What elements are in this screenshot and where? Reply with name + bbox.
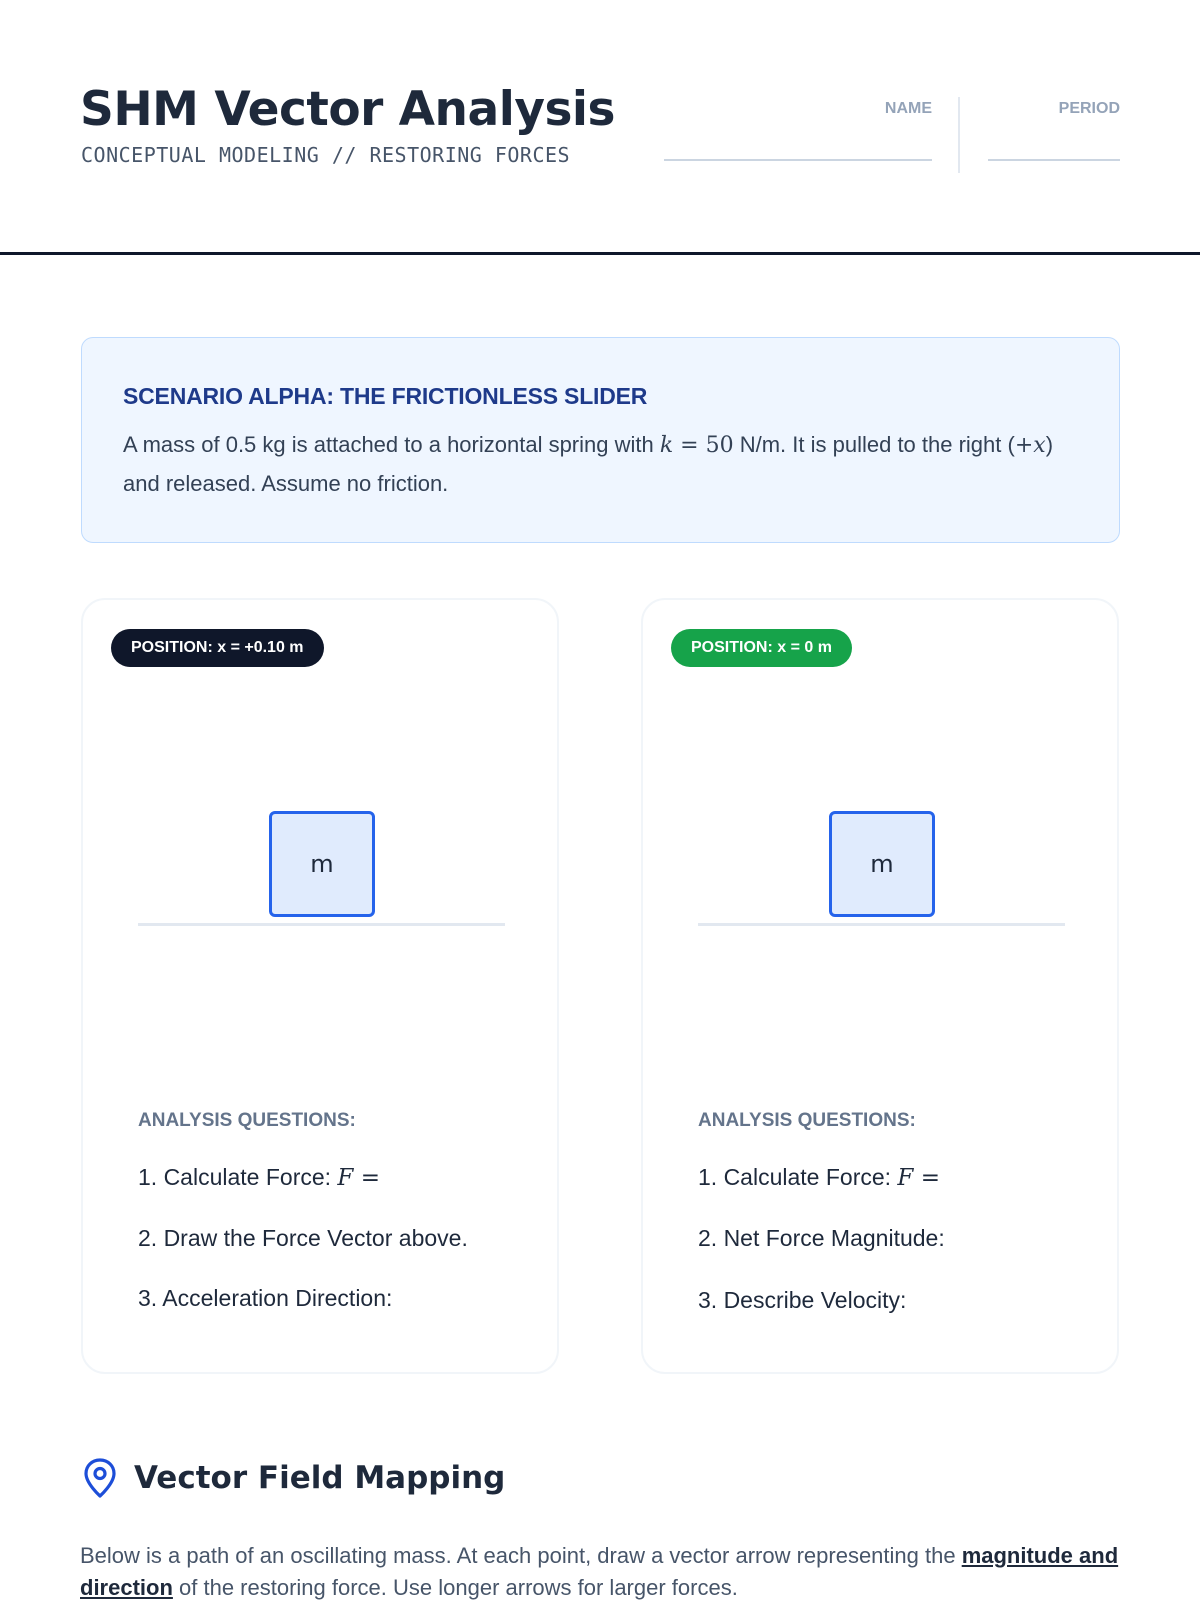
section-text-part: of the restoring force. Use longer arrows for larger forces. xyxy=(172,1575,738,1600)
question-3: 3. Acceleration Direction: xyxy=(138,1285,393,1311)
location-pin-icon xyxy=(80,1456,120,1500)
questions-heading: ANALYSIS QUESTIONS: xyxy=(698,1110,916,1131)
page-title: SHM Vector Analysis xyxy=(80,82,616,137)
scenario-description xyxy=(123,426,1083,503)
name-label: NAME xyxy=(884,100,932,117)
question-2: 2. Net Force Magnitude: xyxy=(698,1225,945,1251)
position-badge: POSITION: x = +0.10 m xyxy=(111,629,324,667)
scenario-title: SCENARIO ALPHA: THE FRICTIONLESS SLIDER xyxy=(123,383,648,409)
math-plus-x: +x xyxy=(1014,433,1046,458)
question-2: 2. Draw the Force Vector above. xyxy=(138,1225,468,1251)
section-description xyxy=(80,1540,1120,1604)
section-title: Vector Field Mapping xyxy=(134,1460,506,1496)
position-card-2 xyxy=(641,598,1119,1374)
scenario-text-part: A mass of 0.5 kg is attached to a horizontal spring with xyxy=(123,432,660,457)
math-force: F = xyxy=(337,1165,380,1191)
question-1 xyxy=(138,1164,380,1191)
scenario-box xyxy=(81,337,1120,543)
header-divider xyxy=(958,97,960,173)
ground-line xyxy=(138,923,505,926)
mass-block: m xyxy=(829,811,935,917)
math-force: F = xyxy=(897,1165,940,1191)
position-badge: POSITION: x = 0 m xyxy=(671,629,852,667)
period-label: PERIOD xyxy=(1058,100,1120,117)
page-subtitle: CONCEPTUAL MODELING // RESTORING FORCES xyxy=(81,143,571,167)
scenario-text-part: N/m. It is pulled to the right ( xyxy=(733,432,1015,457)
question-1 xyxy=(698,1164,940,1191)
scenario-text-part: ) and released. Assume no friction. xyxy=(123,432,1054,496)
questions-heading: ANALYSIS QUESTIONS: xyxy=(138,1110,356,1131)
worksheet-header xyxy=(0,0,1200,255)
question-3: 3. Describe Velocity: xyxy=(698,1287,907,1313)
section-text-part: Below is a path of an oscillating mass. At each point, draw a vector arrow representing the xyxy=(80,1543,962,1568)
ground-line xyxy=(698,923,1065,926)
position-card-1 xyxy=(81,598,559,1374)
section-text-emphasis: magnitude and direction xyxy=(80,1543,1119,1600)
question-label: 1. Calculate Force: xyxy=(138,1164,338,1190)
period-field[interactable] xyxy=(988,159,1120,161)
name-field[interactable] xyxy=(664,159,932,161)
mass-block: m xyxy=(269,811,375,917)
question-label: 1. Calculate Force: xyxy=(698,1164,898,1190)
math-k-value: = 50 xyxy=(673,433,734,458)
math-k: k xyxy=(659,433,674,458)
